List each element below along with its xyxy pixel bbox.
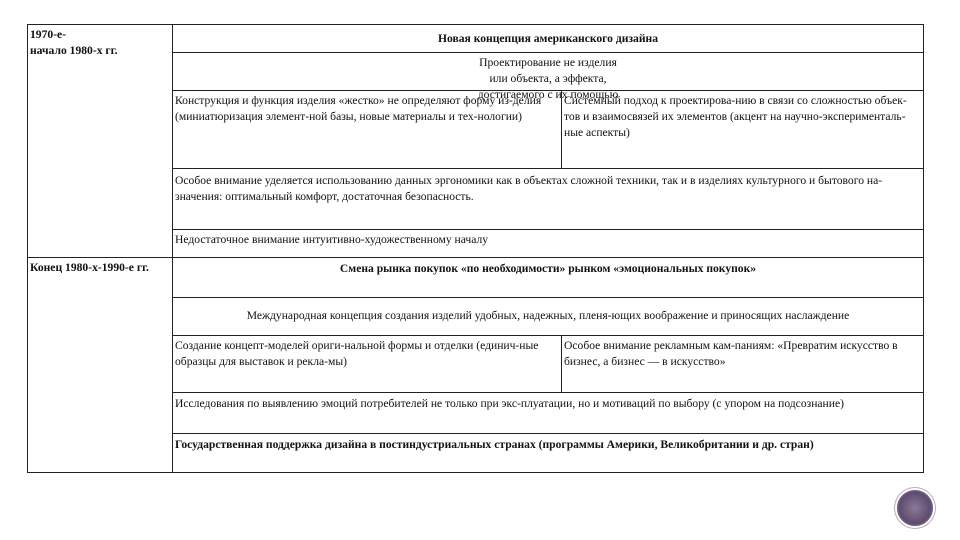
concept-row: Исследования по выявлению эмоций потребителей не только при экс-плуатации, но и мотиваций по выбору (с упором на подсознание) xyxy=(172,392,924,434)
concept-heading: Новая концепция американского дизайна xyxy=(172,24,924,53)
period-label: Конец 1980-х-1990-е гг. xyxy=(27,257,173,473)
period-label: 1970-е- начало 1980-х гг. xyxy=(27,24,173,258)
concept-row: Особое внимание уделяется использованию данных эргономики как в объектах сложной техники, так и в изделиях культурного и бытового на-значения: оптимальный комфорт, достаточная безопасность. xyxy=(172,168,924,230)
slide-decoration-circle-icon xyxy=(897,490,933,526)
concept-right-cell: Особое внимание рекламным кам-паниям: «Превратим искусство в бизнес, а бизнес — в искусство» xyxy=(561,335,924,393)
concept-right-cell: Системный подход к проектирова-нию в связи со сложностью объек-тов и взаимосвязей их элементов (акцент на научно-эксперименталь-ные аспекты) xyxy=(561,90,924,169)
concept-row: Государственная поддержка дизайна в постиндустриальных странах (программы Америки, Великобритании и др. стран) xyxy=(172,433,924,473)
concept-left-cell: Конструкция и функция изделия «жестко» не определяют форму из-делия (миниатюризация элемент-ной базы, новые материалы и тех-нологии) xyxy=(172,90,562,169)
concept-row: Недостаточное внимание интуитивно-художественному началу xyxy=(172,229,924,258)
concept-subheading: Проектирование не изделия или объекта, а эффекта, достигаемого с их помощью xyxy=(172,52,924,91)
concept-heading: Смена рынка покупок «по необходимости» рынком «эмоциональных покупок» xyxy=(172,257,924,298)
concept-subheading: Международная концепция создания изделий удобных, надежных, пленя-ющих воображение и приносящих наслаждение xyxy=(172,297,924,336)
concept-left-cell: Создание концепт-моделей ориги-нальной формы и отделки (единич-ные образцы для выставок и рекла-мы) xyxy=(172,335,562,393)
